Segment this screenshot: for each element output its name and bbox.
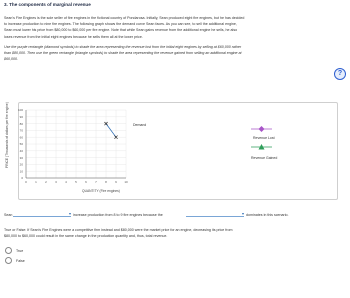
question2-text — [4, 227, 232, 239]
y-tick-label: 90 — [19, 115, 23, 119]
instructions-line: than $80,000. Then use the green rectangle (triangle symbols) to shade the area representing the revenue gained from selling an additional engine at — [4, 51, 242, 56]
x-tick-label: 1 — [35, 180, 37, 184]
x-tick-label: 6 — [85, 180, 87, 184]
x-axis-label: QUANTITY (Fire engines) — [82, 189, 120, 193]
radio-label: True — [16, 248, 24, 253]
section-title: 3. The components of marginal revenue — [4, 2, 91, 7]
legend-gained-label: Revenue Gained — [251, 156, 278, 160]
x-tick-label: 3 — [55, 180, 57, 184]
help-icon[interactable]: ? — [334, 68, 346, 80]
legend-revenue-gained[interactable] — [251, 144, 277, 160]
y-tick-label: 80 — [19, 121, 23, 126]
question2-line: True or False: If Sean's Fire Engines were a competitive firm instead and $80,000 were the market price for an engine, decreasing its price from — [4, 228, 233, 232]
intro-line: Sean must lower his price from $80,000 to $60,000 per fire engine. Note that while Sean gains revenue from the additional engine he sells, he also — [4, 28, 238, 33]
instructions-line: $60,000. — [4, 57, 18, 62]
question1-middle: increase production from 8 to 9 fire engines because the — [73, 213, 163, 217]
x-tick-label: 0 — [25, 180, 27, 184]
x-tick-label: 4 — [65, 180, 67, 184]
x-tick-label: 7 — [95, 180, 97, 184]
y-tick-label: 100 — [17, 108, 23, 113]
y-tick-label: 10 — [19, 169, 23, 174]
diamond-icon — [259, 126, 265, 132]
legend-lost-label: Revenue Lost — [253, 136, 275, 140]
x-tick-label: 8 — [105, 180, 107, 184]
chevron-down-icon: ▾ — [68, 211, 71, 216]
demand-label: Demand — [133, 123, 147, 127]
legend-revenue-lost[interactable] — [251, 126, 275, 140]
y-tick-label: 20 — [19, 162, 23, 167]
y-tick-label: 30 — [19, 155, 23, 160]
radio-option-false[interactable] — [5, 257, 25, 264]
y-tick-label: 40 — [19, 149, 23, 153]
instructions-line: Use the purple rectangle (diamond symbols) to shade the area representing the revenue lost from the initial eight engines by selling at $60,000 rather — [4, 45, 242, 49]
question1-dropdown-action[interactable] — [13, 212, 71, 217]
x-tick-label: 10 — [124, 180, 128, 184]
radio-option-true[interactable] — [5, 247, 23, 254]
question1-lead: Sean — [4, 213, 13, 217]
intro-line: Sean's Fire Engines is the sole seller of fire engines in the fictional country of Pondarosa. Initially, Sean produced eight fire engines, but he has decided — [4, 16, 245, 20]
x-tick-label: 2 — [45, 180, 47, 184]
y-axis-label: PRICE (Thousands of dollars per fire engine) — [5, 102, 9, 168]
intro-line: loses revenue from the initial eight engines because he sells them all at the lower price. — [4, 34, 143, 39]
radio-button[interactable] — [5, 257, 12, 264]
y-tick-label: 0 — [21, 176, 23, 181]
question2-line: $80,000 to $60,000 could result in the same change in the production quantity and, thus, total revenue. — [4, 234, 168, 239]
y-tick-label: 60 — [19, 135, 23, 140]
x-tick-label: 9 — [115, 180, 117, 184]
chevron-down-icon: ▾ — [241, 211, 244, 216]
question1-dropdown-effect[interactable] — [186, 212, 244, 217]
question1-tail: dominates in this scenario. — [246, 213, 289, 217]
radio-button[interactable] — [5, 247, 12, 254]
y-tick-label: 70 — [19, 128, 23, 133]
intro-line: to increase production to nine fire engines. The following graph shows the demand curve Sean faces. As you can see, to sell the additional engine, — [4, 22, 237, 27]
x-tick-label: 5 — [75, 180, 77, 184]
y-tick-label: 50 — [19, 142, 23, 147]
radio-label: False — [16, 258, 25, 263]
